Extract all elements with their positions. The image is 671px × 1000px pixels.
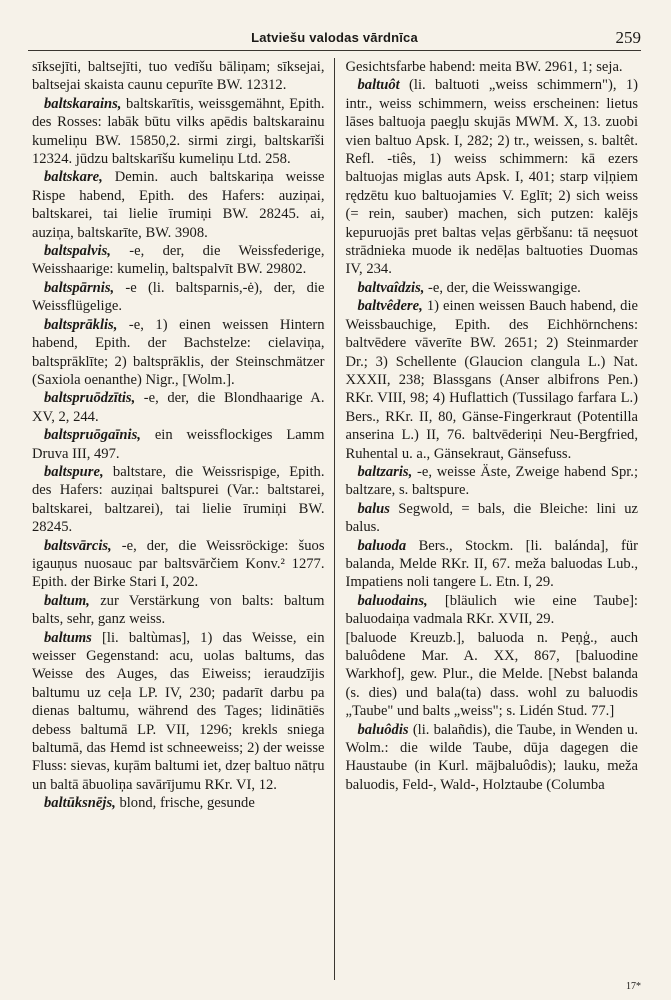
entry-text: Bers., Stockm. [li. balánda], für balanda, Melde RKr. II, 67. meža baluodas Lub., Impatiens noli tangere L. Etn. I, 29. [345, 537, 638, 591]
entry-headword: baltskare, [44, 169, 103, 186]
entry-headword: baltzaris, [357, 463, 413, 480]
entry-text: baltstare, die Weissrispige, Epith. des Hafers: auziņai baltspurei (Var.: baltstarei, baltskarei, baltzarei), tai lielie īrumiņi BW. 28245. [32, 463, 325, 536]
entry-text: zur Verstärkung von balts: baltum balts, sehr, ganz weiss. [32, 592, 325, 628]
entry-headword: baltums [44, 629, 92, 646]
dictionary-columns [28, 58, 645, 980]
dictionary-entry [32, 629, 325, 795]
right-column [335, 58, 646, 980]
entry-text: Gesichtsfarbe habend: meita BW. 2961, 1; seja. [345, 59, 623, 75]
dictionary-entry [32, 426, 325, 463]
dictionary-entry [346, 297, 639, 463]
entry-headword: baluodains, [357, 592, 428, 609]
entry-text: -e, 1) einen weissen Hintern habend, Epith. der Bachstelze: cielaviņa, baltsprāklīte; 2) baltsprāklis, der Steinschmätzer (Saxiola oenanthe) Nigr., [Wolm.]. [32, 316, 325, 388]
dictionary-entry [346, 58, 639, 76]
entry-headword: baltum, [44, 592, 90, 609]
entry-headword: baltspalvis, [44, 243, 111, 260]
printer-signature: 17* [626, 981, 641, 992]
dictionary-entry [32, 316, 325, 390]
entry-headword: baltspure, [44, 463, 104, 480]
entry-text: blond, frische, gesunde [119, 795, 255, 812]
dictionary-entry [32, 463, 325, 537]
entry-text: -e (li. baltsparnis,-ė), der, die Weissflügelige. [32, 279, 325, 315]
dictionary-entry [346, 76, 639, 278]
dictionary-entry [346, 500, 639, 537]
entry-headword: baltskarains, [44, 95, 122, 112]
entry-text: Demin. auch baltskariņa weisse Rispe habend, Epith. des Hafers: auziņai, baltskarei, tai lielie īrumiņi BW. 28245. ai, auziņa, baltskarīte, BW. 3908. [32, 169, 325, 241]
dictionary-entry [346, 537, 639, 592]
left-column [28, 58, 335, 980]
entry-text: (li. baltuoti „weiss schimmern"), 1) intr., weiss schimmern, weiss erscheinen: lietus lāses baltuoja paegļu skujās MWM. X, 13. zuobi vien baltuo Apsk. I, 282; 2) tr., weissen, s. baltêt. Refl. -tiês, 1) weiss schimmern: kā ezers baltuojas miglas auts Apsk. I, 401; starp viļņiem rędzētu kuo baltuojamies V. Eglīt; 2) sich weiss (= rein, sauber) machen, sich putzen: kalējs kepuruojās pret baltas veļas gērbšanu: tā neęsuot strādnieka muode ik nedēļas baltuoties Duomas IV, 234. [345, 77, 638, 278]
entry-text: (li. balañdis), die Taube, in Wenden u. Wolm.: die wilde Taube, dūja dagegen die Haustaube (in Kurl. mājbaluôdis); lauku, meža baluodis, Feld-, Wald-, Holztaube (Columba [345, 721, 638, 793]
dictionary-entry [32, 168, 325, 242]
entry-text: ein weissflockiges Lamm Druva III, 497. [32, 427, 325, 462]
dictionary-entry [346, 279, 639, 297]
entry-headword: baltvêdere, [357, 298, 423, 315]
entry-headword: baltsvārcis, [44, 537, 112, 554]
entry-headword: balus [357, 500, 390, 517]
entry-text: sīksejīti, baltsejīti, tuo vedīšu bāliņam; sīksejai, baltsejai skaista caunu cepurīte BW. 12312. [32, 59, 325, 94]
entry-text: -e, der, die Weissfederige, Weisshaarige: kumeliņ, baltspalvīt BW. 29802. [32, 243, 325, 278]
dictionary-entry [32, 58, 325, 95]
entry-headword: baltspārnis, [44, 279, 115, 296]
page-header [28, 28, 641, 51]
entry-text: baltskarītis, weissgemähnt, Epith. des Rosses: labāk būtu vilks apēdis baltskarainu kumeliņu BW. 15850,2. sirmi zirgi, baltskarīši 12324. jūdzu baltskarīšu kumeliņu Ltd. 258. [32, 95, 325, 168]
dictionary-entry [32, 592, 325, 629]
entry-text: [bläulich wie eine Taube]: baluodaiņa vadmala RKr. XVII, 29. [345, 592, 638, 628]
entry-text: [li. baltùmas], 1) das Weisse, ein weisser Gegenstand: acu, uolas baltums, das Weisse des Auges, das Eiweiss; ieraudzījis baltumu uz ceļa LP. IV, 230; padarīt darbu pa dienas baltumu, während des Tages; lidinātiēs debess baltumā LP. VII, 1296; krekls sniega baltumā, das Hemd ist schneeweiss; 2) der weisse Fluss: sievas, kuŗām baltumi iet, dzeŗ baltuo nātŗu un baltā ābuoliņa savārījumu RKr. VI, 12. [32, 629, 325, 793]
dictionary-entry [346, 592, 639, 629]
entry-text: -e, der, die Weisswangige. [428, 279, 581, 296]
entry-text: -e, weisse Äste, Zweige habend Spr.; baltzare, s. baltspure. [345, 463, 638, 499]
page-number: 259 [615, 28, 641, 47]
entry-headword: baltsprāklis, [44, 316, 118, 333]
entry-headword: baltspruōdzītis, [44, 390, 136, 407]
entry-headword: baluôdis [357, 721, 409, 738]
dictionary-entry [32, 279, 325, 316]
dictionary-entry [32, 242, 325, 279]
dictionary-entry [32, 95, 325, 169]
entry-text: Segwold, = bals, die Bleiche: lini uz balus. [345, 500, 638, 536]
entry-text: 1) einen weissen Bauch habend, die Weissbauchige, Epith. des Eichhörnchens: baltvēdere vāverīte BW. 2651; 2) Steinmarder Dr.; 3) Schellente (Glaucion clangula L.) Nat. XXXII, 238; Blassgans (Anser albifrons Pen.) RKr. VIII, 98; 4) Huflattich (Tussilago farfara L.) Bers., RKr. II, 80, Gänse-Fingerkraut (Potentilla anserina L.) II, 76. baltvēderiņi Neu-Bergfried, Ruhental u. a., Gänsekraut, Gänsefuss. [345, 298, 638, 462]
dictionary-entry [346, 463, 639, 500]
dictionary-entry [346, 629, 639, 721]
entry-headword: baltvaîdzis, [357, 279, 425, 296]
entry-text: -e, der, die Blondhaarige A. XV, 2, 244. [32, 390, 325, 425]
entry-headword: baluoda [357, 537, 407, 554]
entry-headword: baltuôt [357, 77, 400, 94]
entry-text: -e, der, die Weissröckige: šuos igauņus nuosauc par baltsvārčiem Konv.² 1277. Epith. der Birke Stari I, 202. [32, 537, 325, 591]
dictionary-entry [32, 537, 325, 592]
dictionary-entry [32, 389, 325, 426]
entry-text: [baluode Kreuzb.], baluoda n. Peņģ., auch baluôdene Mar. A. XX, 867, [baluodine Warkhof], gew. Plur., die Melde. [Nebst balanda (s. dies) und bala(ta) dass. wohl zu baluodis „Taube" und balts „weiss"; s. Lidén Stud. 77.] [345, 629, 638, 720]
entry-headword: baltūksnējs, [44, 795, 116, 812]
entry-headword: baltspruōgaīnis, [44, 427, 141, 444]
dictionary-entry [32, 794, 325, 812]
dictionary-entry [346, 721, 639, 795]
running-head: Latviešu valodas vārdnīca [251, 30, 418, 45]
